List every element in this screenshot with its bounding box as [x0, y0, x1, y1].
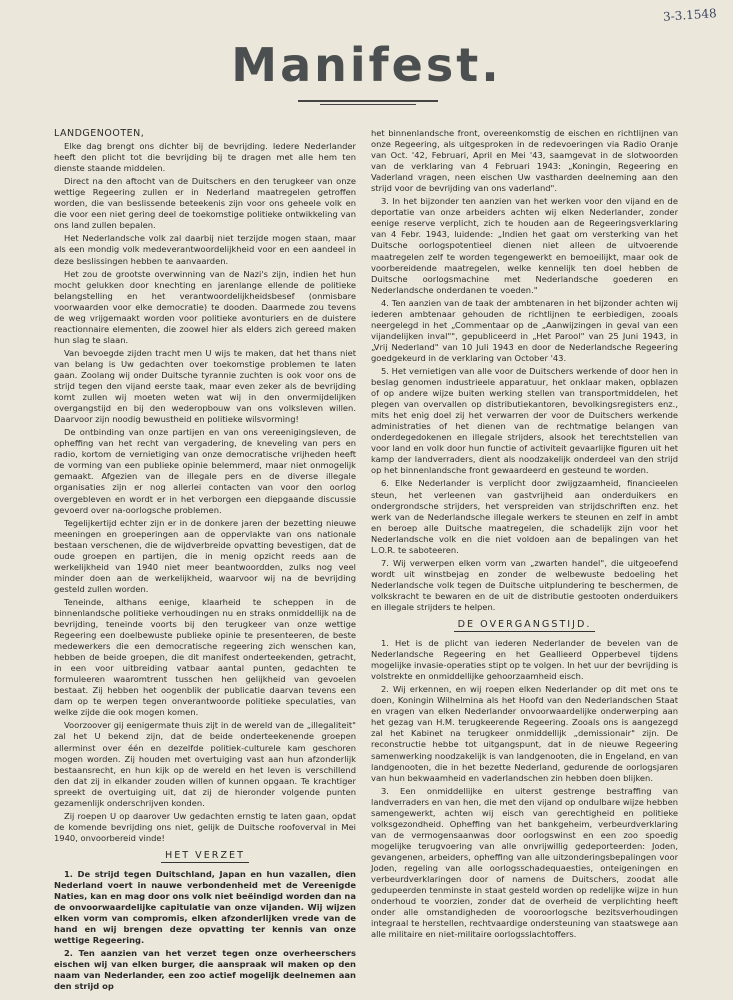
section-heading-verzet: [54, 850, 356, 863]
numbered-point: 3. In het bijzonder ten aanzien van het werken voor den vijand en de deportatie van onze arbeiders achten wij elken Nederlander, zonder eenige reserve verplicht, zich te houden aan de Regeeringsverklaring van 4 Febr. 1943, luidende: „Indien het gaat om versterking van het Duitsche oorlogspotentieel dienen niet alleen de uitvoerende maatregelen zelf te worden tegengewerkt en bemoeilijkt, maar ook de voorbereidende maatregelen, welke kennelijk ten doel hebben de Duitsche oorlogsmachine met Nederlandsche goederen en Nederlandsche onderdanen te voeden.": [371, 196, 678, 295]
title-rule: [298, 100, 438, 102]
section-heading-text: HET VERZET: [161, 850, 249, 863]
numbered-point: 2. Ten aanzien van het verzet tegen onze overheerschers eischen wij van elken burger, die aanspraak wil maken op den naam van Nederlander, een zoo actief mogelijk deelnemen aan den strijd op: [54, 948, 356, 992]
paragraph: Elke dag brengt ons dichter bij de bevrijding. Iedere Nederlander heeft den plicht tot die bevrijding bij te dragen met alle hem ten dienste staande middelen.: [54, 141, 356, 174]
title-rule-short: [320, 104, 416, 105]
paragraph: Zij roepen U op daarover Uw gedachten ernstig te laten gaan, opdat de komende bevrijding ons niet, gelijk de Duitsche roofoverval in Mei 1940, onvoorbereid vinde!: [54, 810, 356, 843]
title-block: [0, 38, 733, 92]
right-column: [371, 128, 678, 942]
numbered-point: 6. Elke Nederlander is verplicht door zwijgzaamheid, financieelen steun, het verleenen van gastvrijheid aan onderduikers en ondergrondsche strijders, het verspreiden van strijdschriften enz. het werk van de Nederlandsche illegale werkers te steunen en zelf in ambt en beroep alle Duitsche maatregelen, die schadelijk zijn voor het Nederlandsche volk en die niet voldoen aan de bepalingen van het L.O.R. te saboteeren.: [371, 478, 678, 555]
numbered-point: 7. Wij verwerpen elken vorm van „zwarten handel", die uitgeoefend wordt uit winstbejag en zonder de welbewuste bedoeling het Nederlandsche volk tegen de Duitsche uitplundering te beschermen, de volkskracht te bewaren en de uit de distributie gestooten onderduikers en illegale strijders te helpen.: [371, 557, 678, 612]
archive-annotation: 3-3.1548: [662, 6, 718, 24]
section-heading-text: DE OVERGANGSTIJD.: [454, 619, 596, 632]
numbered-point: 4. Ten aanzien van de taak der ambtenaren in het bijzonder achten wij iederen ambtenaar gehouden de richtlijnen te eerbiedigen, zooals neergelegd in het „Commentaar op de „Aanwijzingen in geval van een vijandelijken inval"", gepubliceerd in „Het Parool" van 25 Juni 1943, in „Vrij Nederland" van 10 Juli 1943 en door de Nederlandsche Regeering goedgekeurd in de verklaring van October '43.: [371, 297, 678, 363]
paragraph: Voorzoover gij eenigermate thuis zijt in de wereld van de „illegaliteit" zal het U bekend zijn, dat de beide onderteekenende groepen allerminst over één en dezelfde politiek-culturele kam geschoren mogen worden. Zij houden met overtuiging vast aan hun afzonderlijk bestaansrecht, en hun kijk op de wereld en het leven is verschillend den dat zij in elkander zouden willen of kunnen opgaan. Te krachtiger spreekt de overtuiging uit, dat zij de hieronder volgende punten gezamenlijk onderschrijven konden.: [54, 720, 356, 808]
paragraph: Het zou de grootste overwinning van de Nazi's zijn, indien het hun mocht gelukken door knechting en jarenlange ellende de politieke belangstelling en het verantwoordelijkheidsbesef (onmisbare voorwaarden voor elke democratie) te dooden. Daarmede zou tevens de weg vrijgemaakt worden voor politieke avonturiers en de duistere reactionnaire elementen, die zoowel hier als elders zich gereed maken hun slag te slaan.: [54, 268, 356, 345]
paragraph: het binnenlandsche front, overeenkomstig de eischen en richtlijnen van onze Regeering, als uitgesproken in de redevoeringen via Radio Oranje van Oct. '42, Februari, April en Mei '43, saamgevat in de slotwoorden van de verklaring van 4 Februari 1943: „Koningin, Regeering en Vaderland vragen, neen eischen Uw vastharden deelneming aan den strijd voor de bevrijding van ons vaderland".: [371, 128, 678, 194]
paragraph: Van bevoegde zijden tracht men U wijs te maken, dat het thans niet van belang is Uw gedachten over toekomstige problemen te laten gaan. Zoolang wij onder Duitsche tyrannie zuchten is ook voor ons de strijd tegen den vijand eerste taak, maar even zeker als de bevrijding komt zullen wij moeten weten wat wij in den onvermijdelijken overgangstijd en bij den wederopbouw van ons volksleven willen. Daarvoor zijn noodig bewustheid en politieke wilsvorming!: [54, 347, 356, 425]
paragraph: Tegelijkertijd echter zijn er in de donkere jaren der bezetting nieuwe meeningen en groeperingen aan de oppervlakte van ons nationale bestaan verschenen, die de wijdverbreide opvatting bevestigen, dat de oude groepen en partijen, die in menig opzicht reeds aan de werkelijkheid van 1940 niet meer beantwoordden, zulks nog veel minder doen aan de werkelijkheid, waarvoor wij na de bevrijding gesteld zullen worden.: [54, 517, 356, 594]
paragraph: Teneinde, althans eenige, klaarheid te scheppen in de binnenlandsche politieke verhoudingen nu en straks onmiddellijk na de bevrijding, teneinde voorts bij den terugkeer van onze wettige Regeering een doelbewuste publieke opinie te presenteeren, de beste medewerkers die een democratische regeering zich wenschen kan, hebben de beide groepen, die dit manifest onderteekenden, getracht, in een voor uitbreiding vatbaar aantal punten, gedachten te formuleeren waaromtrent tusschen hen gelijkheid van gevoelen bestaat. Zij hebben het oogenblik der publicatie daarvan tevens een dam op te werpen tegen onverantwoorde politieke speculaties, van welke zijde die ook mogen komen.: [54, 596, 356, 718]
left-column: [54, 128, 356, 995]
paragraph: Het Nederlandsche volk zal daarbij niet terzijde mogen staan, maar als een mondig volk medeverantwoordelijkheid voor en een aandeel in deze beslissingen hebben te aanvaarden.: [54, 233, 356, 266]
numbered-point: 1. De strijd tegen Duitschland, Japan en hun vazallen, dien Nederland voert in nauwe verbondenheid met de Vereenigde Naties, kan en mag door ons volk niet beëindigd worden dan na de onvoorwaardelijke capitulatie van onze vijanden. Wij wijzen elken vorm van compromis, elken afzonderlijken vrede van de hand en wij brengen deze opvatting ter kennis van onze wettige Regeering.: [54, 869, 356, 946]
salutation: LANDGENOOTEN,: [54, 128, 145, 139]
page-title: Manifest.: [231, 38, 502, 92]
numbered-point: 2. Wij erkennen, en wij roepen elken Nederlander op dit met ons te doen, Koningin Wilhelmina als het Hoofd van den Nederlandschen Staat en vragen van elken Nederlander onvoorwaardelijke onderwerping aan het gezag van H.M. terugkeerende Regeering. Zooals ons is aangezegd zal het Kabinet na terugkeer onmiddellijk „demissionair" zijn. De reconstructie hebbe tot uitgangspunt, dat in de nieuwe Regeering samenwerking noodzakelijk is van landgenooten, die in Engeland, en van landgenooten, die in het bezette Nederland, gedurende de oorlogsjaren van hun bekwaamheid en vaderlandschen zin hebben doen blijken.: [371, 684, 678, 783]
numbered-point: 1. Het is de plicht van iederen Nederlander de bevelen van de Nederlandsche Regeering en het Geallieerd Opperbevel tijdens mogelijke invasie-operaties stipt op te volgen. In het uur der bevrijding is volstrekte en onmiddellijke gehoorzaamheid eisch.: [371, 638, 678, 682]
paragraph: Direct na den aftocht van de Duitschers en den terugkeer van onze wettige Regeering zullen er in Nederland maatregelen getroffen worden, die van beslissende beteekenis zijn voor ons geheele volk en die voor een niet gering deel de toekomstige politieke ontwikkeling van ons land zullen bepalen.: [54, 176, 356, 231]
numbered-point: 3. Een onmiddellijke en uiterst gestrenge bestraffing van landverraders en van hen, die met den vijand op ondulbare wijze hebben samengewerkt, achten wij eisch van gerechtigheid en politieke volksgezondheid. Opheffing van het bankgeheim, verbeurdverklaring van de vermogensaanwas door oorlogswinst en een zoo spoedig mogelijke terugvoering van alle onvrijwillig gedeporteerden: Joden, gevangenen, arbeiders, opheffing van alle uitzonderingsbepalingen voor Joden, regeling van alle oorlogsschadequaesties, onteigeningen en verbeurdverklaringen door of namens de Duitschers, zoodat alle gedupeerden tenminste in staat gesteld worden op redelijke wijze in hun onderhoud te voorzien, zonder dat de overheid de verplichting heeft onder alle omstandigheden de vooroorlogsche bezitsverhoudingen integraal te herstellen, rechtvaardige ondersteuning van staatswege aan alle militaire en niet-militaire oorlogsslachtoffers.: [371, 785, 678, 940]
numbered-point: 5. Het vernietigen van alle voor de Duitschers werkende of door hen in beslag genomen industrieele apparatuur, het onklaar maken, opblazen of op andere wijze buiten werking stellen van transportmiddelen, het plegen van overvallen op distributiekantoren, bevolkingsregisters enz., mits het enig doel zij het verwarren der voor de Duitschers werkende administraties of het dienen van de rechtmatige belangen van onderdegedokenen en illegale strijders, alsook het terechtstellen van voor land en volk door hun functie of activiteit gevaarlijke figuren uit het kamp der landverraders, dient als noodzakelijk onderdeel van den strijd op het binnenlandsche front gewaardeerd en gesteund te worden.: [371, 365, 678, 476]
paragraph: De ontbinding van onze partijen en van ons vereenigingsleven, de opheffing van het recht van vergadering, de kneveling van pers en radio, kortom de vernietiging van onze democratische vrijheden heeft de vorming van een publieke opinie belemmerd, maar niet onmogelijk gemaakt. Afgezien van de illegale pers en de diverse illegale organisaties zijn er nog allerlei contacten van voor den oorlog overgebleven en wordt er in het verborgen een diepgaande discussie gevoerd over na-oorlogsche problemen.: [54, 427, 356, 515]
section-heading-overgangstijd: [371, 619, 678, 632]
